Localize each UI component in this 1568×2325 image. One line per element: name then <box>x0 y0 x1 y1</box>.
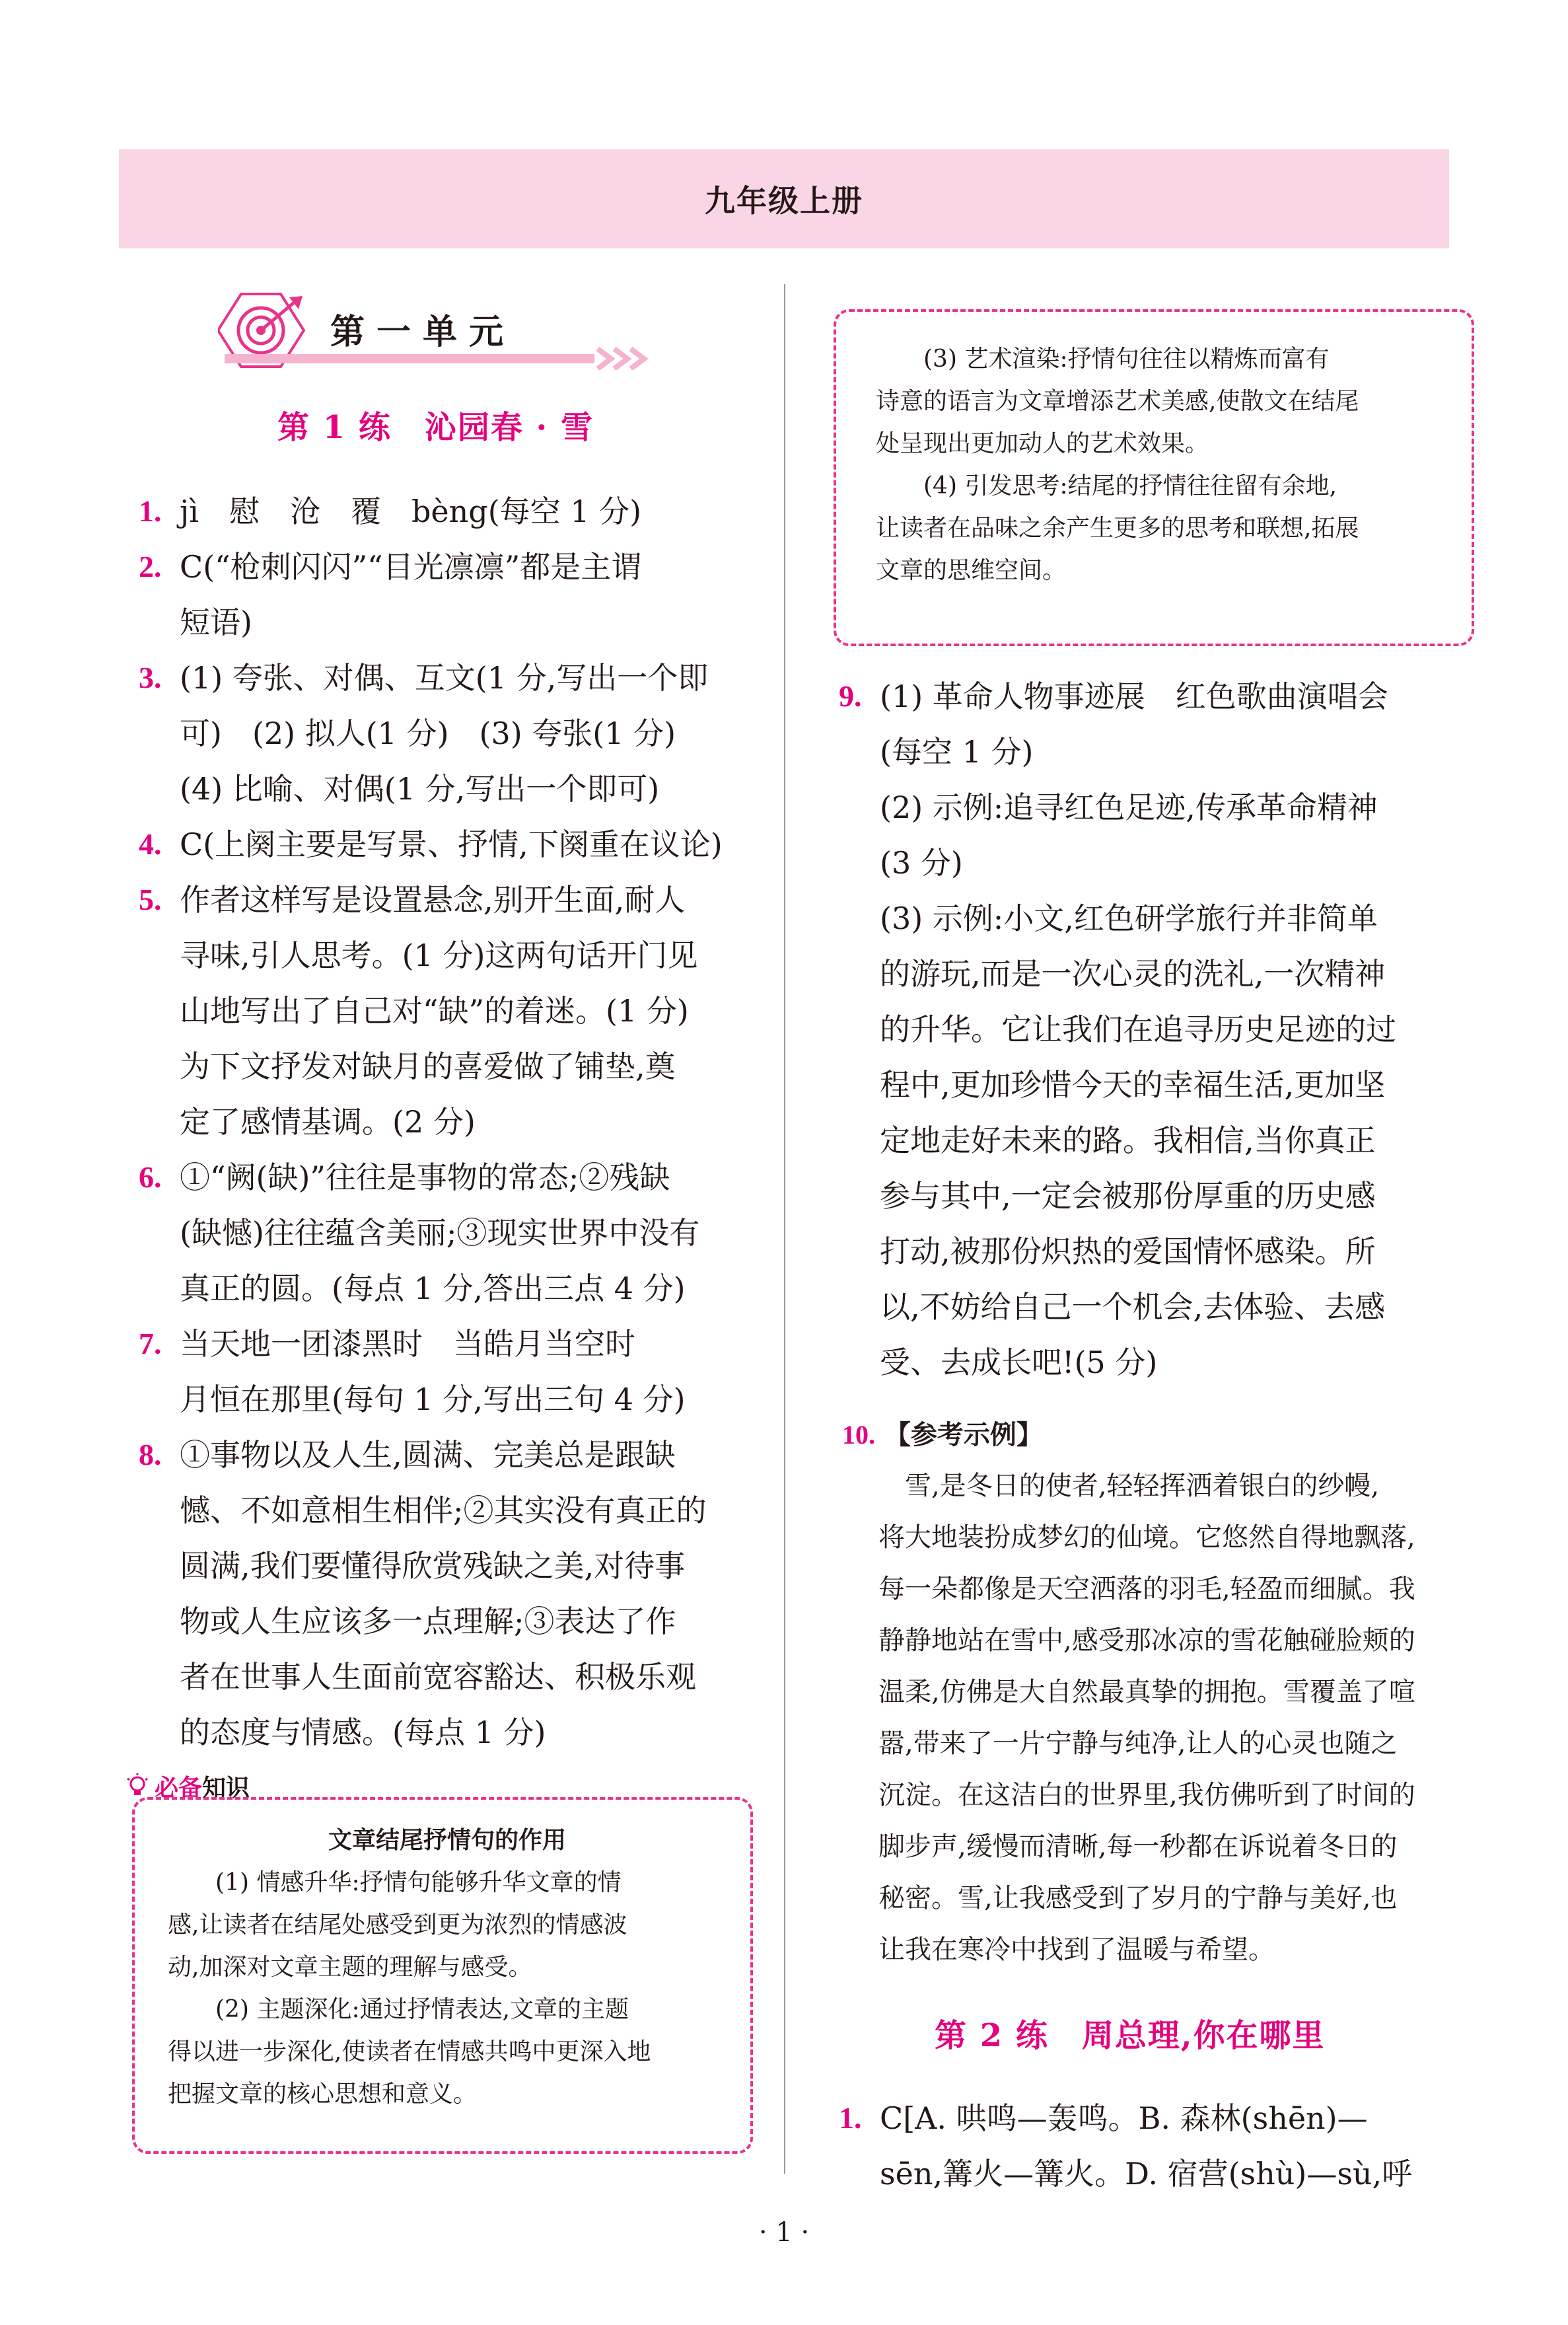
answer-item <box>139 1150 723 1316</box>
knowledge-line: (2) 主题深化:通过抒情表达,文章的主题 <box>215 1996 629 2023</box>
knowledge-continuation-box <box>834 309 1474 646</box>
essay-line: 秘密。雪,让我感受到了岁月的宁静与美好,也 <box>878 1883 1398 1913</box>
answer-line: 为下文抒发对缺月的喜爱做了铺垫,奠 <box>180 1049 676 1084</box>
answer-line: 短语) <box>180 605 252 640</box>
answer-line: 打动,被那份炽热的爱国情怀感染。所 <box>880 1234 1376 1269</box>
knowledge-line: (3) 艺术渲染:抒情句往往以精炼而富有 <box>923 346 1330 373</box>
answer-number: 1. <box>139 494 162 528</box>
answer-line: (3 分) <box>880 845 963 881</box>
essay-line: 静静地站在雪中,感受那冰凉的雪花触碰脸颊的 <box>878 1625 1415 1656</box>
answer-line: (缺憾)往往蕴含美丽;③现实世界中没有 <box>180 1215 700 1251</box>
answer-line: C(“枪刺闪闪”“目光凛凛”都是主谓 <box>180 549 642 585</box>
answer-line: 物或人生应该多一点理解;③表达了作 <box>180 1604 676 1639</box>
answer-line: 真正的圆。(每点 1 分,答出三点 4 分) <box>180 1271 686 1306</box>
lesson-2-title-text: 第 2 练 周总理,你在哪里 <box>935 2017 1326 2054</box>
answer-line: 作者这样写是设置悬念,别开生面,耐人 <box>180 882 686 918</box>
essay-line: 每一朵都像是天空洒落的羽毛,轻盈而细腻。我 <box>878 1574 1415 1604</box>
knowledge-label-a: 必备 <box>155 1775 203 1802</box>
answer-line: 的升华。它让我们在追寻历史足迹的过 <box>880 1012 1396 1047</box>
essay-line: 雪,是冬日的使者,轻轻挥洒着银白的纱幔, <box>878 1471 1380 1501</box>
answer-line: 可) (2) 拟人(1 分) (3) 夸张(1 分) <box>180 716 676 751</box>
answer-number: 8. <box>139 1438 162 1471</box>
lesson-2-answers <box>839 2090 1413 2201</box>
lightbulb-icon <box>125 1773 149 1800</box>
answer-line: 寻味,引人思考。(1 分)这两句话开门见 <box>180 938 698 973</box>
knowledge-line: 得以进一步深化,使读者在情感共鸣中更深入地 <box>168 2038 651 2065</box>
left-answers <box>139 484 723 1760</box>
column-divider <box>784 284 785 2174</box>
answer-line: 定地走好未来的路。我相信,当你真正 <box>880 1123 1376 1158</box>
answer-line: jì 慰 沧 覆 bèng(每空 1 分) <box>180 494 642 529</box>
page-number: · 1 · <box>758 2217 810 2248</box>
right-answers <box>839 669 1396 1390</box>
answer-number: 4. <box>139 827 162 861</box>
answer-number: 5. <box>139 883 162 916</box>
answer-line: (2) 示例:追寻红色足迹,传承革命精神 <box>880 790 1378 825</box>
essay-line: 脚步声,缓慢而清晰,每一秒都在诉说着冬日的 <box>878 1831 1398 1862</box>
unit-header <box>218 291 667 370</box>
answer-line: 圆满,我们要懂得欣赏残缺之美,对待事 <box>180 1548 686 1584</box>
knowledge-line: 动,加深对文章主题的理解与感受。 <box>168 1954 532 1981</box>
essay-line: 嚣,带来了一片宁静与纯净,让人的心灵也随之 <box>878 1728 1398 1759</box>
lesson-1-title <box>277 402 594 447</box>
lesson-1-title-text: 第 1 练 沁园春 · 雪 <box>277 409 594 446</box>
lesson-2-title <box>935 2010 1326 2055</box>
answer-line: 憾、不如意相生相伴;②其实没有真正的 <box>180 1493 707 1528</box>
answer-line: 定了感情基调。(2 分) <box>180 1104 476 1140</box>
answer-line: ①事物以及人生,圆满、完美总是跟缺 <box>180 1437 676 1473</box>
q10-essay <box>878 1460 1415 1975</box>
essay-line: 沉淀。在这洁白的世界里,我仿佛听到了时间的 <box>878 1780 1415 1810</box>
answer-line: ①“阙(缺)”往往是事物的常态;②残缺 <box>180 1160 670 1195</box>
answer-line: sēn,篝火—篝火。D. 宿营(shù)—sù,呼 <box>880 2156 1413 2192</box>
answer-line: (每空 1 分) <box>880 734 1034 770</box>
essay-line: 让我在寒冷中找到了温暖与希望。 <box>878 1935 1275 1965</box>
answer-number: 10. <box>842 1420 875 1450</box>
answer-number: 9. <box>839 679 862 713</box>
essay-line: 温柔,仿佛是大自然最真挚的拥抱。雪覆盖了喧 <box>878 1677 1415 1707</box>
answer-line: C(上阕主要是写景、抒情,下阕重在议论) <box>180 827 723 862</box>
answer-line: 以,不妨给自己一个机会,去体验、去感 <box>880 1289 1386 1325</box>
knowledge-label-b: 知识 <box>202 1775 250 1802</box>
answer-item <box>839 2090 1413 2201</box>
knowledge-box <box>132 1797 753 2154</box>
knowledge-line: 让读者在品味之余产生更多的思考和联想,拓展 <box>876 515 1359 542</box>
answer-item <box>139 484 723 539</box>
knowledge-line: (1) 情感升华:抒情句能够升华文章的情 <box>215 1869 622 1896</box>
answer-number: 6. <box>139 1160 162 1194</box>
answer-line: 的态度与情感。(每点 1 分) <box>180 1715 546 1750</box>
answer-line: (4) 比喻、对偶(1 分,写出一个即可) <box>180 771 660 807</box>
answer-item <box>839 669 1396 1390</box>
answer-item <box>139 539 723 650</box>
unit-title: 第一单元 <box>330 312 516 352</box>
knowledge-line: 处呈现出更加动人的艺术效果。 <box>876 430 1209 457</box>
answer-line: C[A. 哄鸣—轰鸣。B. 森林(shēn)— <box>880 2100 1368 2136</box>
knowledge-line: 文章的思维空间。 <box>876 557 1067 584</box>
answer-line: 山地写出了自己对“缺”的着迷。(1 分) <box>180 993 689 1029</box>
answer-line: 受、去成长吧!(5 分) <box>880 1345 1158 1380</box>
knowledge-line: 感,让读者在结尾处感受到更为浓烈的情感波 <box>168 1911 627 1938</box>
answer-item <box>139 1427 723 1760</box>
answer-line: 者在世事人生面前宽容豁达、积极乐观 <box>180 1659 696 1695</box>
answer-item <box>139 817 723 872</box>
reference-example-tag: 【参考示例】 <box>884 1420 1043 1450</box>
answer-number: 1. <box>839 2101 862 2135</box>
answer-item <box>139 650 723 817</box>
answer-line: 月恒在那里(每句 1 分,写出三句 4 分) <box>180 1382 686 1417</box>
grade-banner <box>119 149 1449 248</box>
knowledge-line: 把握文章的核心思想和意义。 <box>168 2081 478 2108</box>
knowledge-title: 文章结尾抒情句的作用 <box>328 1827 566 1854</box>
answer-line: 的游玩,而是一次心灵的洗礼,一次精神 <box>880 956 1386 992</box>
answer-line: 参与其中,一定会被那份厚重的历史感 <box>880 1178 1376 1214</box>
knowledge-line: 诗意的语言为文章增添艺术美感,使散文在结尾 <box>876 388 1359 415</box>
answer-item <box>139 1316 723 1427</box>
answer-number: 2. <box>139 550 162 583</box>
answer-item <box>139 872 723 1150</box>
answer-line: (1) 夸张、对偶、互文(1 分,写出一个即 <box>180 660 709 696</box>
answer-number: 3. <box>139 661 162 694</box>
answer-line: 当天地一团漆黑时 当皓月当空时 <box>180 1326 635 1362</box>
knowledge-line: (4) 引发思考:结尾的抒情往往留有余地, <box>923 472 1337 499</box>
answer-line: (3) 示例:小文,红色研学旅行并非简单 <box>880 901 1378 936</box>
essay-line: 将大地装扮成梦幻的仙境。它悠然自得地飘落, <box>878 1522 1415 1553</box>
q10-header <box>842 1414 1043 1452</box>
answer-number: 7. <box>139 1327 162 1360</box>
answer-line: 程中,更加珍惜今天的幸福生活,更加坚 <box>880 1067 1386 1103</box>
grade-title: 九年级上册 <box>705 183 863 219</box>
answer-line: (1) 革命人物事迹展 红色歌曲演唱会 <box>880 679 1388 714</box>
